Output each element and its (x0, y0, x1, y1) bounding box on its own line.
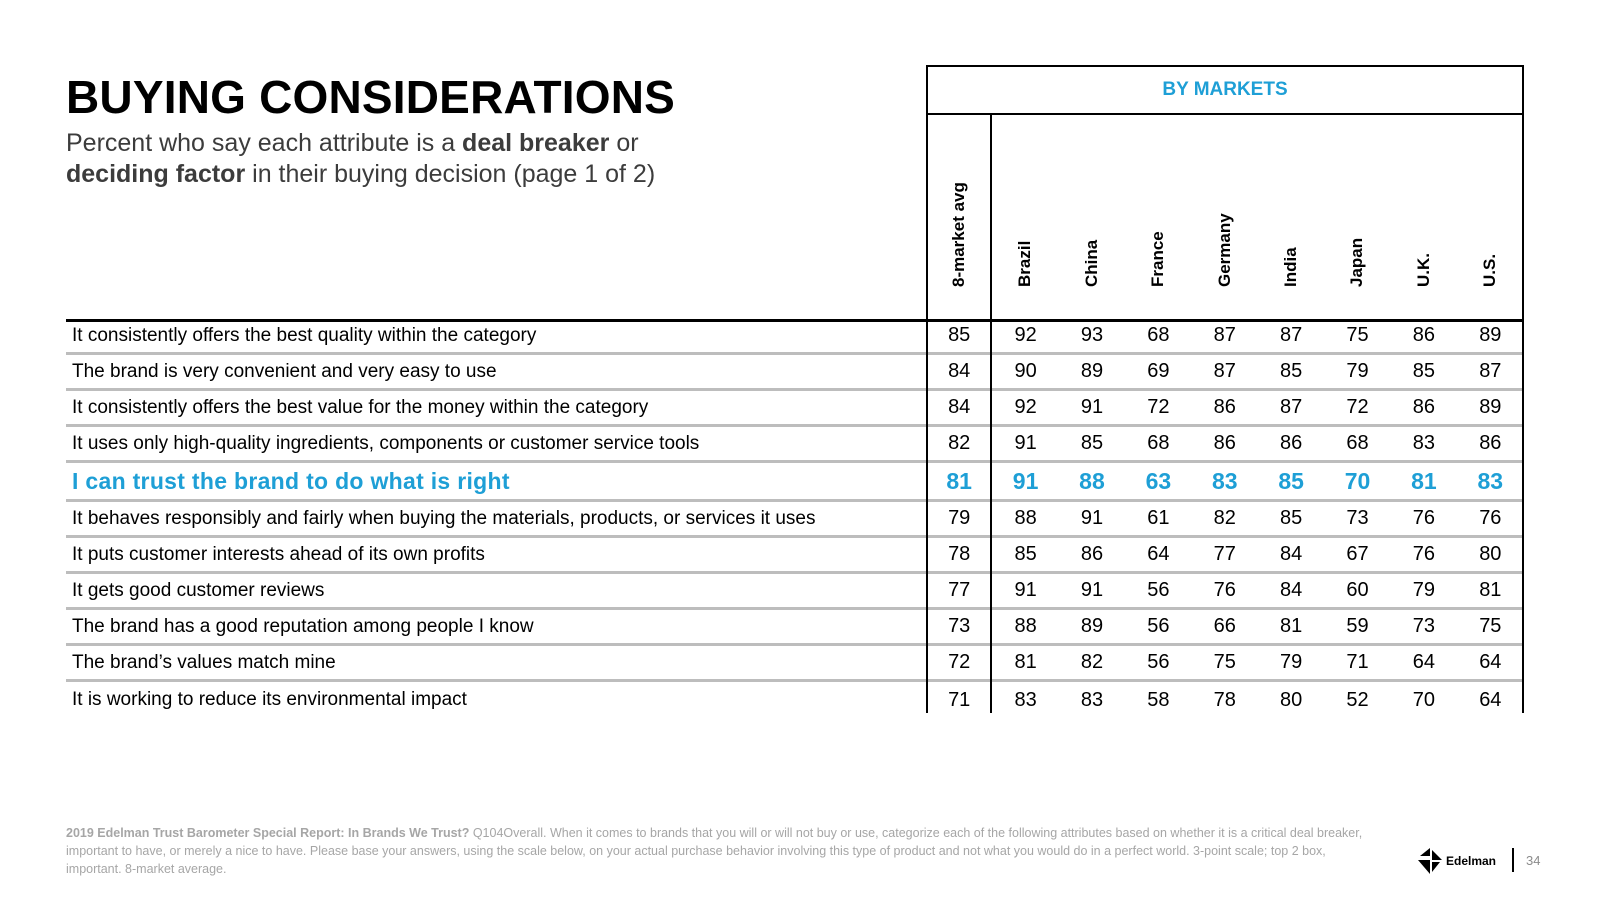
table-cell: 81 (1411, 467, 1437, 494)
table-cell: 85 (1278, 467, 1304, 494)
table-cell: 88 (1014, 615, 1037, 637)
table-cell: 87 (1213, 324, 1236, 346)
table-cell: 80 (1280, 688, 1303, 711)
table-cell: 85 (1014, 543, 1037, 565)
table-cell: 76 (1213, 579, 1236, 601)
table-cell: 79 (948, 507, 971, 529)
row-label: The brand’s values match mine (72, 651, 336, 673)
table-cell: 59 (1346, 615, 1369, 637)
table-cell: 82 (948, 432, 971, 454)
row-label: It is working to reduce its environmental impact (72, 689, 467, 710)
column-header (1324, 115, 1390, 307)
table-row (66, 682, 1524, 718)
table-cell: 68 (1147, 324, 1170, 346)
table-cell: 93 (1080, 324, 1104, 346)
column-header-label: Germany (1214, 213, 1234, 287)
table-cell: 91 (1080, 396, 1104, 418)
table-cell: 89 (1080, 360, 1104, 382)
table-cell: 82 (1213, 507, 1236, 529)
table-cell: 61 (1147, 507, 1170, 529)
row-label: It puts customer interests ahead of its own profits (72, 543, 485, 565)
table-cell: 73 (1346, 507, 1369, 529)
table-cell: 67 (1346, 543, 1369, 565)
table-cell: 70 (1344, 467, 1371, 494)
column-header (1258, 115, 1324, 307)
column-header (1192, 115, 1258, 307)
table-cell: 64 (1479, 688, 1502, 711)
column-header-label: France (1148, 231, 1168, 287)
table-cell: 83 (1211, 467, 1238, 494)
row-label: The brand has a good reputation among people I know (72, 615, 534, 637)
column-header-label: India (1281, 247, 1300, 287)
table-cell: 60 (1346, 579, 1369, 601)
table-cell: 75 (1213, 651, 1236, 673)
table-cell: 56 (1147, 615, 1170, 637)
column-header-label: Brazil (1015, 240, 1035, 287)
table-cell: 85 (1280, 507, 1303, 529)
subtitle-part3: in their buying decision (page 1 of 2) (245, 160, 656, 188)
column-header (1125, 115, 1191, 307)
table-cell: 79 (1280, 651, 1303, 673)
row-label: It gets good customer reviews (72, 579, 325, 601)
table-cell: 66 (1213, 615, 1236, 637)
table-cell: 84 (948, 360, 971, 382)
table-cell: 86 (1412, 396, 1436, 418)
column-header (1457, 115, 1523, 307)
table-cell: 64 (1479, 651, 1502, 673)
table-cell: 91 (1080, 507, 1104, 529)
column-header (992, 115, 1058, 307)
table-vertical-line (1522, 319, 1524, 713)
table-cell: 81 (1479, 579, 1502, 601)
table-cell: 91 (1014, 432, 1037, 454)
table-cell: 89 (1080, 615, 1104, 637)
column-header-label: China (1081, 239, 1101, 287)
table-cell: 86 (1213, 432, 1236, 454)
table-cell: 64 (1412, 651, 1436, 673)
table-cell: 72 (948, 651, 971, 673)
table-cell: 75 (1346, 324, 1369, 346)
row-label: It consistently offers the best quality within the category (72, 324, 537, 346)
table-cell: 82 (1080, 651, 1104, 673)
row-label: It behaves responsibly and fairly when buying the materials, products, or services it uses (72, 507, 816, 529)
table-cell: 81 (946, 467, 972, 494)
column-header (926, 115, 992, 307)
column-header-label: U.S. (1480, 253, 1500, 287)
data-table (66, 319, 1524, 718)
table-cell: 71 (1346, 651, 1369, 673)
table-cell: 80 (1479, 543, 1502, 565)
logo-text: Edelman (1445, 854, 1496, 868)
table-cell: 87 (1479, 360, 1502, 382)
table-row (66, 610, 1524, 646)
table-row-highlighted (66, 463, 1524, 502)
table-cell: 85 (1080, 432, 1104, 454)
table-cell: 71 (948, 688, 971, 711)
table-cell: 56 (1147, 579, 1170, 601)
table-cell: 68 (1346, 432, 1369, 454)
table-cell: 56 (1147, 651, 1170, 673)
table-cell: 78 (948, 543, 971, 565)
subtitle-part1: Percent who say each attribute is a (66, 129, 463, 157)
subtitle-part2: or (609, 129, 639, 157)
table-cell: 86 (1213, 396, 1236, 418)
table-cell: 91 (1080, 579, 1104, 601)
table-cell: 63 (1145, 467, 1172, 494)
table-cell: 90 (1014, 360, 1037, 382)
table-cell: 70 (1412, 688, 1436, 711)
table-cell: 84 (948, 396, 971, 418)
column-header-label: 8-market avg (949, 182, 968, 287)
table-cell: 85 (1280, 360, 1303, 382)
column-header-label: Japan (1347, 237, 1367, 287)
row-label: I can trust the brand to do what is right (72, 467, 510, 494)
table-cell: 52 (1346, 688, 1369, 711)
column-header-label: U.K. (1413, 253, 1433, 287)
table-cell: 91 (1014, 579, 1037, 601)
table-cell: 86 (1479, 432, 1502, 454)
table-cell: 84 (1280, 543, 1303, 565)
page-title: BUYING CONSIDERATIONS (66, 71, 676, 123)
table-cell: 87 (1213, 360, 1236, 382)
page-number: 34 (1526, 853, 1541, 868)
table-vertical-line (926, 319, 928, 713)
table-row (66, 391, 1524, 427)
table-cell: 73 (1412, 615, 1436, 637)
column-header (1059, 115, 1125, 307)
subtitle-bold1: deal breaker (462, 129, 610, 157)
table-cell: 79 (1346, 360, 1369, 382)
table-cell: 79 (1412, 579, 1436, 601)
row-label: It uses only high-quality ingredients, components or customer service tools (72, 432, 700, 454)
table-cell: 78 (1213, 688, 1236, 711)
table-cell: 77 (948, 579, 971, 601)
table-cell: 76 (1412, 507, 1436, 529)
table-vertical-line (990, 319, 992, 713)
table-cell: 72 (1346, 396, 1369, 418)
table-cell: 81 (1014, 651, 1037, 673)
table-cell: 84 (1280, 579, 1303, 601)
footnote (66, 824, 1366, 878)
table-cell: 83 (1477, 467, 1504, 494)
table-cell: 69 (1147, 360, 1170, 382)
table-cell: 58 (1147, 688, 1170, 711)
table-cell: 86 (1080, 543, 1104, 565)
table-cell: 83 (1014, 688, 1037, 711)
by-markets-label: BY MARKETS (928, 67, 1522, 115)
table-cell: 85 (1412, 360, 1436, 382)
footnote-source: 2019 Edelman Trust Barometer Special Report: In Brands We Trust? (66, 826, 470, 840)
table-cell: 72 (1147, 396, 1170, 418)
table-cell: 91 (1012, 467, 1039, 494)
table-row (66, 646, 1524, 682)
page-subtitle (66, 128, 826, 190)
table-cell: 76 (1479, 507, 1502, 529)
table-row (66, 427, 1524, 463)
table-row (66, 538, 1524, 574)
subtitle-bold2: deciding factor (66, 160, 246, 188)
footer-separator (1512, 848, 1514, 872)
edelman-logo (1416, 846, 1496, 876)
table-row (66, 355, 1524, 391)
table-cell: 85 (948, 324, 971, 346)
table-cell: 86 (1280, 432, 1303, 454)
table-row (66, 574, 1524, 610)
table-cell: 88 (1079, 467, 1105, 494)
table-cell: 73 (948, 615, 971, 637)
table-row (66, 502, 1524, 538)
table-cell: 87 (1280, 396, 1303, 418)
table-cell: 83 (1080, 688, 1104, 711)
column-header (1391, 115, 1457, 307)
table-cell: 92 (1014, 396, 1037, 418)
footnote-text: Q104Overall. When it comes to brands that you will or will not buy or use, categorize each of the following attributes based on whether it is a critical deal breaker, important to have, or merely a nice to have. Please base your answers, using the scale below, on your actual purchase behavior involving this type of product and not what you would do in a perfect world. 3-point scale; top 2 box, important. 8-market average. (66, 826, 1363, 876)
table-cell: 88 (1014, 507, 1037, 529)
table-cell: 89 (1479, 324, 1502, 346)
row-label: It consistently offers the best value for the money within the category (72, 396, 649, 418)
table-cell: 89 (1479, 396, 1502, 418)
row-label: The brand is very convenient and very easy to use (72, 360, 497, 382)
table-cell: 81 (1280, 615, 1303, 637)
table-cell: 68 (1147, 432, 1170, 454)
table-cell: 75 (1479, 615, 1502, 637)
table-cell: 77 (1213, 543, 1236, 565)
table-cell: 86 (1412, 324, 1436, 346)
table-cell: 83 (1412, 432, 1436, 454)
edelman-logo-icon (1416, 846, 1448, 876)
table-row (66, 319, 1524, 355)
table-cell: 64 (1147, 543, 1170, 565)
table-cell: 76 (1412, 543, 1436, 565)
table-cell: 92 (1014, 324, 1037, 346)
table-cell: 87 (1280, 324, 1303, 346)
